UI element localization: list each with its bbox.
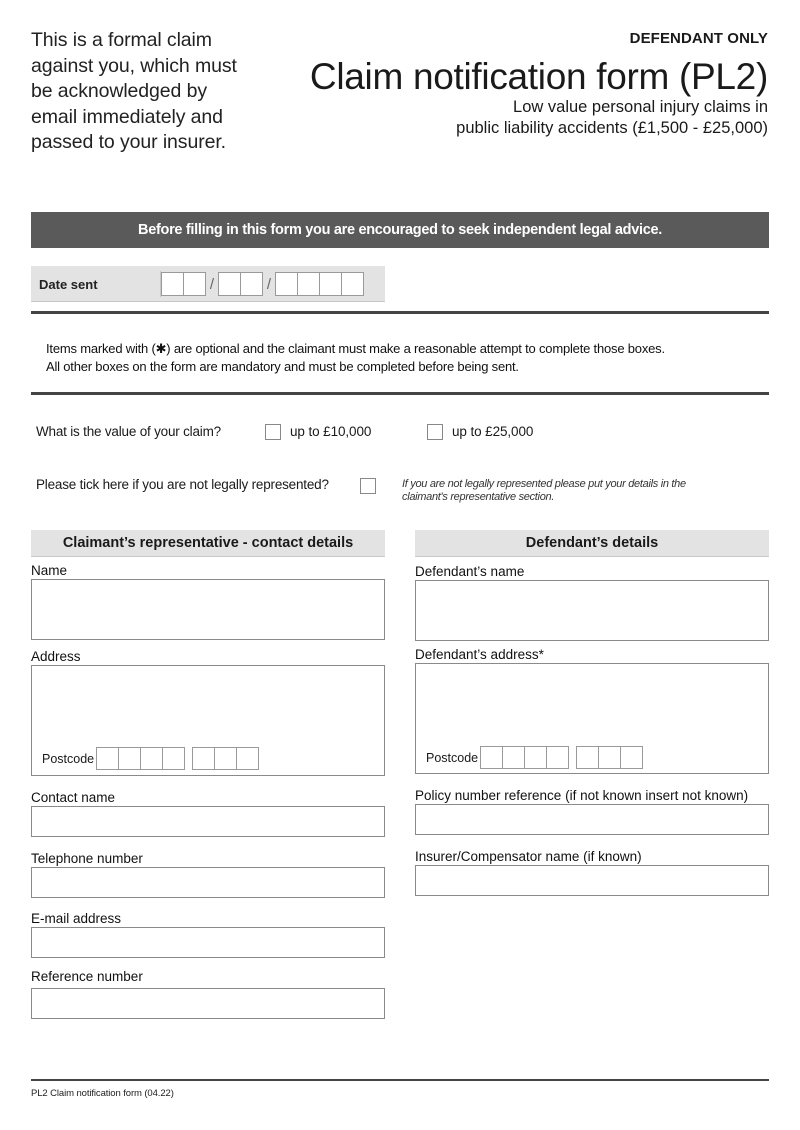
rep-reference-label: Reference number (31, 969, 143, 984)
rep-contact-field[interactable] (31, 806, 385, 837)
audience-label: DEFENDANT ONLY (629, 30, 768, 47)
rep-postcode-label: Postcode (42, 751, 95, 766)
defendant-address-label: Defendant’s address* (415, 647, 544, 662)
date-month-digit-2[interactable] (240, 272, 263, 296)
rep-postcode-in-3[interactable] (236, 747, 259, 770)
intro-line: This is a formal claim (31, 29, 212, 51)
date-year-digit-1[interactable] (275, 272, 298, 296)
note-line: claimant's representative section. (402, 490, 555, 503)
note-line: If you are not legally represented please put your details in the (402, 478, 686, 490)
date-separator: / (209, 275, 215, 293)
rep-email-field[interactable] (31, 927, 385, 958)
defendant-postcode-out-1[interactable] (480, 746, 503, 769)
footer-text: PL2 Claim notification form (04.22) (31, 1088, 174, 1099)
rep-phone-field[interactable] (31, 867, 385, 898)
defendant-postcode (426, 746, 642, 769)
defendant-postcode-out-3[interactable] (524, 746, 547, 769)
intro-line: against you, which must (31, 54, 237, 77)
not-represented-note (402, 478, 686, 503)
rep-email-label: E-mail address (31, 911, 122, 926)
claim-value-question: What is the value of your claim? (36, 424, 221, 439)
defendant-name-field[interactable] (415, 580, 769, 641)
instruction-line: All other boxes on the form are mandatory and must be completed before being sent. (46, 359, 519, 374)
divider (31, 392, 769, 395)
date-year-digit-3[interactable] (319, 272, 342, 296)
rep-phone-label: Telephone number (31, 851, 143, 866)
rep-address-label: Address (31, 649, 81, 664)
defendant-postcode-out-2[interactable] (502, 746, 525, 769)
insurer-name-field[interactable] (415, 865, 769, 896)
date-sent-row (31, 266, 385, 302)
defendant-heading: Defendant’s details (415, 530, 769, 557)
date-year-digit-2[interactable] (297, 272, 320, 296)
rep-postcode-out-1[interactable] (96, 747, 119, 770)
rep-postcode-out-2[interactable] (118, 747, 141, 770)
date-day-digit-2[interactable] (183, 272, 206, 296)
defendant-postcode-in-1[interactable] (576, 746, 599, 769)
instructions (46, 340, 665, 376)
defendant-name-label: Defendant’s name (415, 564, 525, 579)
instruction-line: Items marked with (✱) are optional and the claimant must make a reasonable attempt to complete those boxes. (46, 341, 665, 356)
legal-advice-banner: Before filling in this form you are encouraged to seek independent legal advice. (31, 212, 769, 248)
defendant-postcode-in-2[interactable] (598, 746, 621, 769)
subtitle-line: public liability accidents (£1,500 - £25,000) (456, 119, 768, 137)
date-year-digit-4[interactable] (341, 272, 364, 296)
date-day-digit-1[interactable] (161, 272, 184, 296)
rep-postcode-out-4[interactable] (162, 747, 185, 770)
intro-line: email immediately and (31, 105, 223, 128)
date-sent-label: Date sent (39, 277, 98, 292)
claim-value-25000-label: up to £25,000 (452, 424, 534, 439)
rep-name-label: Name (31, 563, 68, 578)
footer-divider (31, 1079, 769, 1081)
defendant-postcode-in-3[interactable] (620, 746, 643, 769)
defendant-postcode-out-4[interactable] (546, 746, 569, 769)
intro-line: passed to your insurer. (31, 131, 226, 153)
subtitle-line: Low value personal injury claims in (513, 98, 768, 116)
insurer-name-label: Insurer/Compensator name (if known) (415, 849, 642, 864)
date-month-digit-1[interactable] (218, 272, 241, 296)
date-sent-input (160, 271, 363, 297)
claim-value-10000-checkbox[interactable] (265, 424, 281, 440)
rep-name-field[interactable] (31, 579, 385, 640)
rep-postcode-in-2[interactable] (214, 747, 237, 770)
defendant-postcode-label: Postcode (426, 750, 479, 765)
not-represented-question: Please tick here if you are not legally represented? (36, 477, 329, 492)
rep-contact-label: Contact name (31, 790, 116, 805)
intro-notice (31, 28, 271, 156)
policy-number-field[interactable] (415, 804, 769, 835)
not-represented-checkbox[interactable] (360, 478, 376, 494)
claimant-rep-heading: Claimant’s representative - contact details (31, 530, 385, 557)
rep-postcode (42, 747, 258, 770)
rep-address-field[interactable] (31, 665, 385, 776)
defendant-address-field[interactable] (415, 663, 769, 774)
claim-value-10000-label: up to £10,000 (290, 424, 372, 439)
divider (31, 311, 769, 314)
intro-line: be acknowledged by (31, 80, 207, 102)
page-title: Claim notification form (PL2) (309, 56, 768, 97)
policy-number-label: Policy number reference (if not known insert not known) (415, 788, 749, 803)
date-separator: / (266, 275, 272, 293)
rep-postcode-in-1[interactable] (192, 747, 215, 770)
rep-postcode-out-3[interactable] (140, 747, 163, 770)
rep-reference-field[interactable] (31, 988, 385, 1019)
page-subtitle (456, 97, 768, 139)
claim-value-25000-checkbox[interactable] (427, 424, 443, 440)
